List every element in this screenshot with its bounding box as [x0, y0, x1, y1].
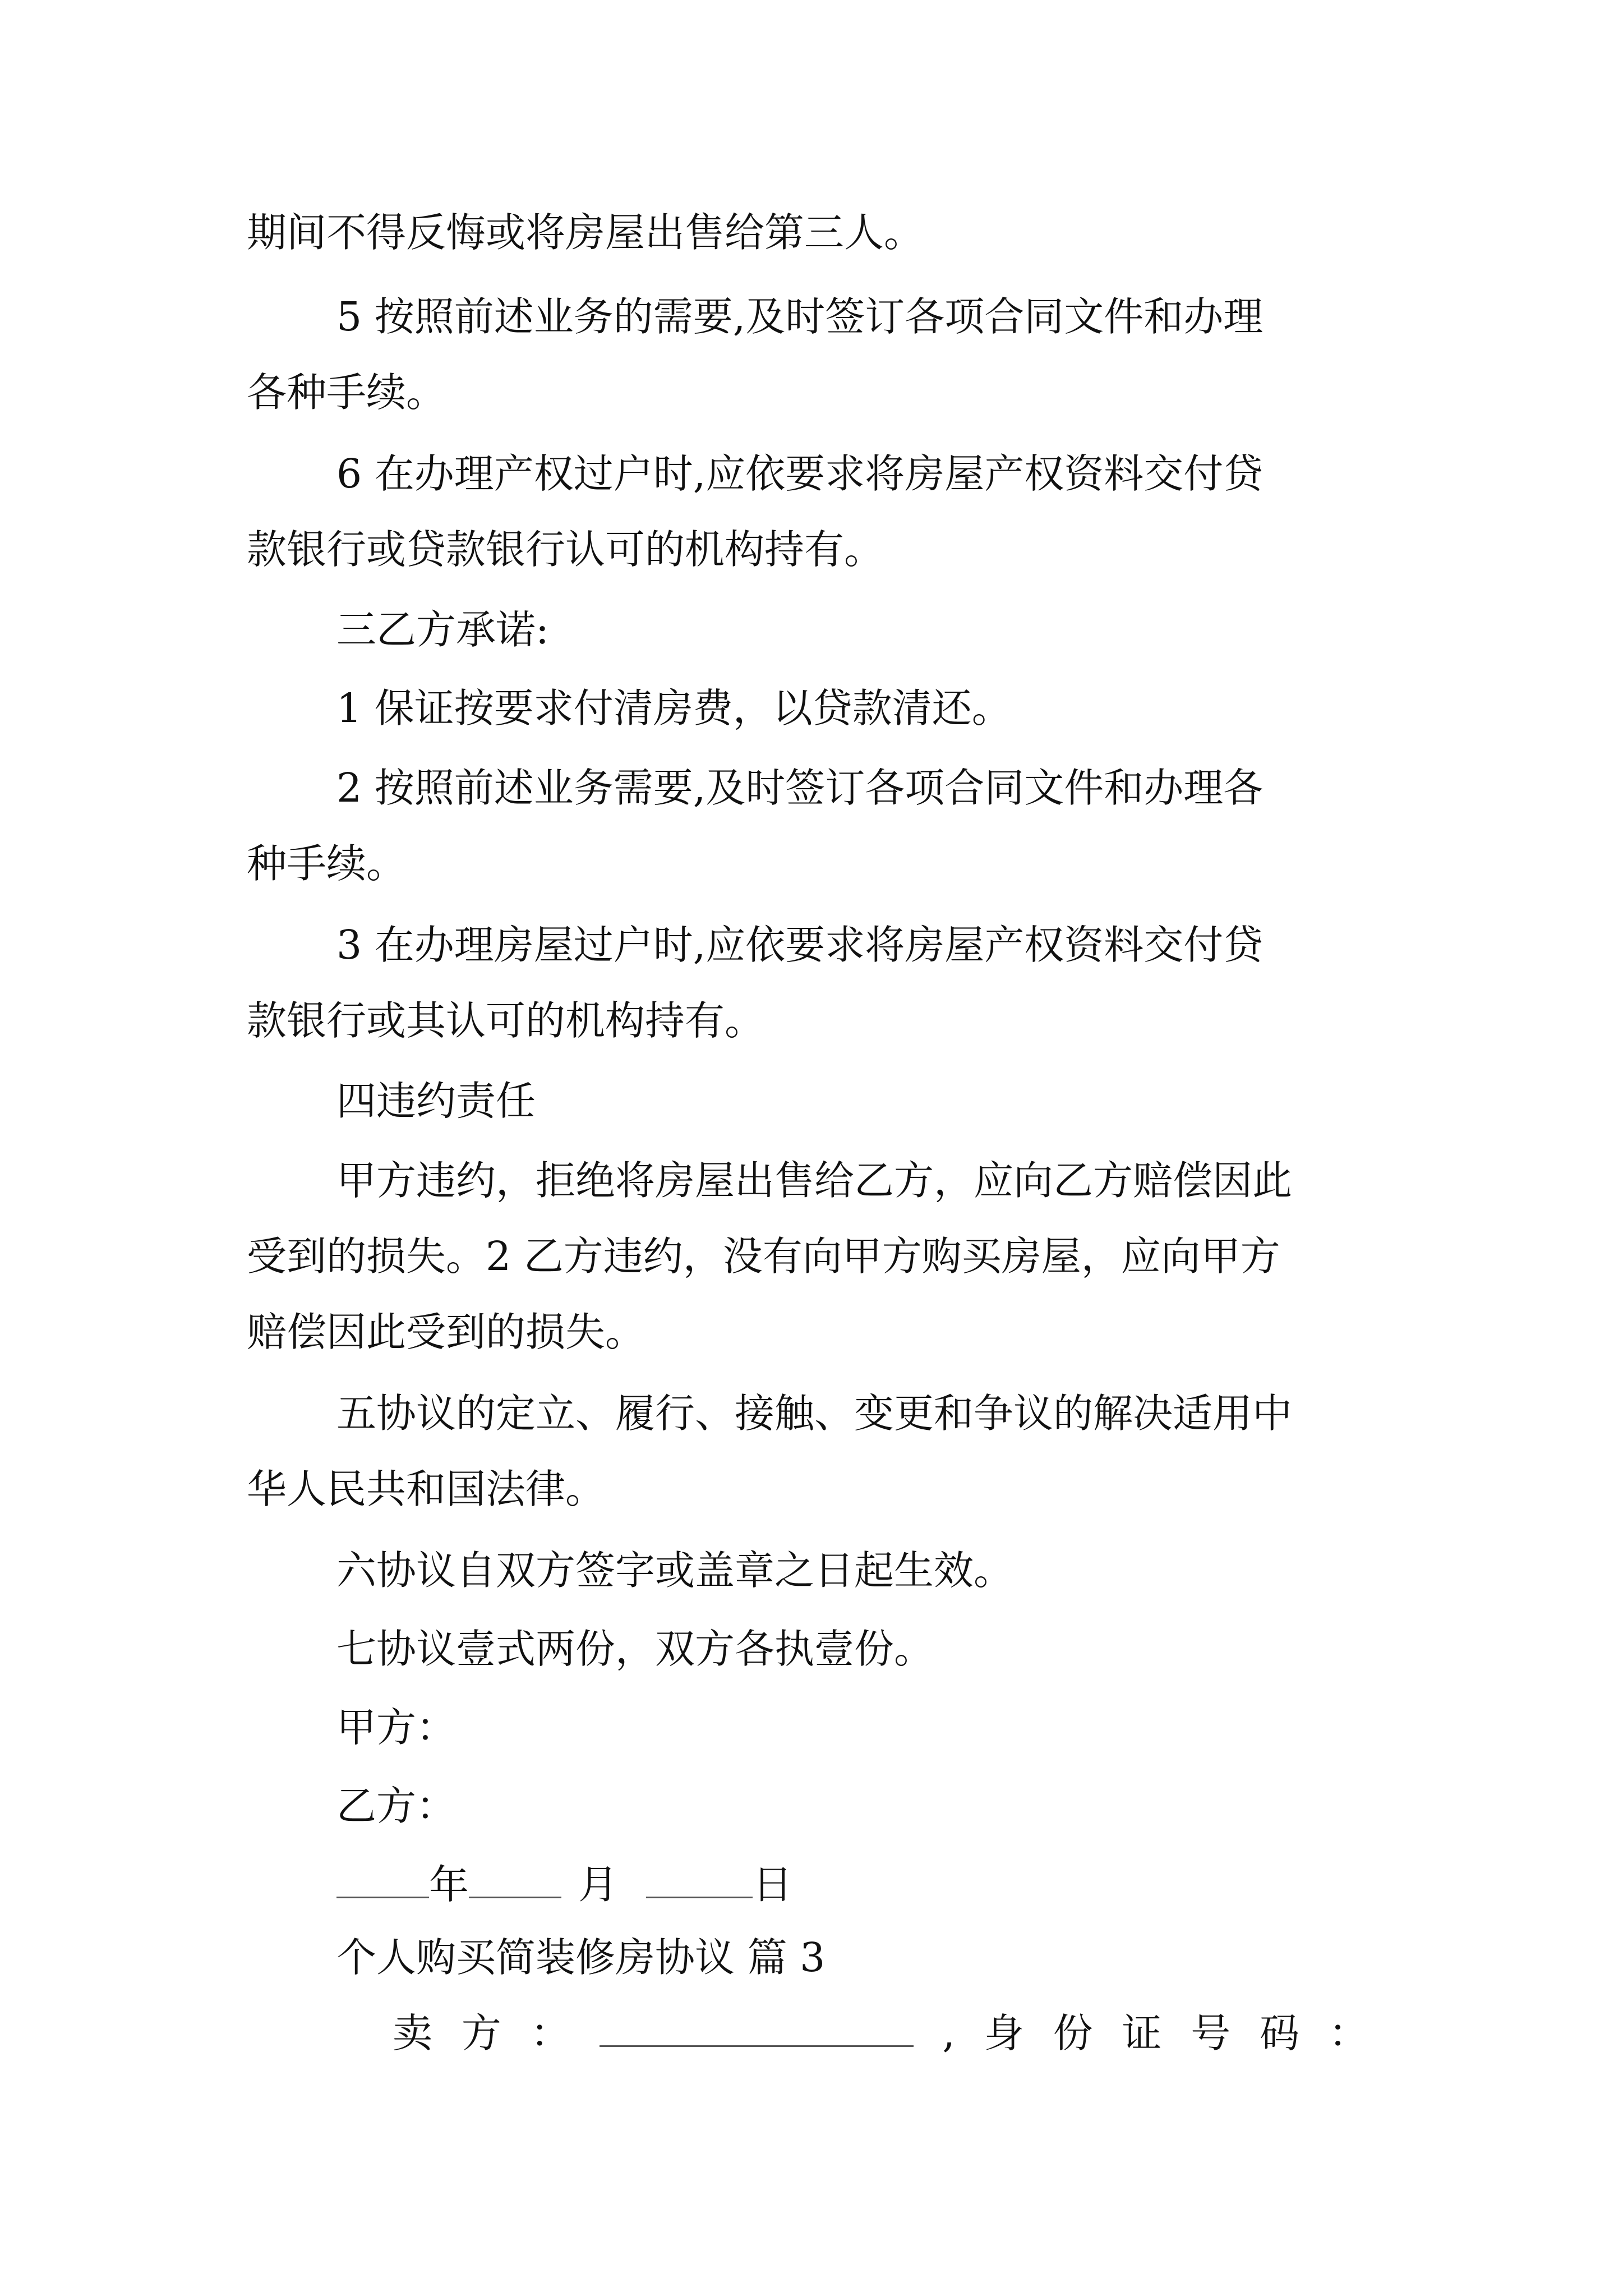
- paragraph-line: 款银行或贷款银行认可的机构持有。: [247, 526, 884, 573]
- seller-label-char: 方: [461, 2010, 501, 2056]
- paragraph-line: 七协议壹式两份，双方各执壹份。: [336, 1626, 934, 1672]
- id-label-char: ：: [1328, 2010, 1368, 2056]
- date-line: [336, 1860, 792, 1910]
- id-label-char: 份: [1053, 2010, 1093, 2056]
- year-label: 年: [429, 1861, 469, 1908]
- paragraph-line: 期间不得反悔或将房屋出售给第三人。: [247, 209, 924, 256]
- paragraph-line: 受到的损失。2 乙方违约，没有向甲方购买房屋，应向甲方: [247, 1233, 1280, 1280]
- paragraph-line: 赔偿因此受到的损失。: [247, 1309, 645, 1355]
- id-label-char: 号: [1191, 2010, 1231, 2056]
- seller-comma: ,: [942, 2010, 955, 2056]
- paragraph-line: 款银行或其认可的机构持有。: [247, 997, 765, 1044]
- paragraph-line: 华人民共和国法律。: [247, 1466, 606, 1512]
- section-heading: 四违约责任: [336, 1078, 536, 1124]
- section-heading: 三乙方承诺:: [336, 606, 549, 653]
- paragraph-line: 6 在办理产权过户时,应依要求将房屋产权资料交付贷: [336, 450, 1264, 497]
- seller-line: [393, 2008, 1368, 2059]
- paragraph-line: 六协议自双方签字或盖章之日起生效。: [336, 1547, 1014, 1594]
- party-a-signature-label: 甲方：: [336, 1704, 457, 1751]
- day-label: 日: [753, 1861, 793, 1908]
- paragraph-line: 甲方违约，拒绝将房屋出售给乙方，应向乙方赔偿因此: [336, 1157, 1293, 1204]
- month-label: 月: [578, 1861, 619, 1908]
- year-blank: [336, 1863, 429, 1898]
- seller-label-char: 卖: [393, 2010, 433, 2056]
- seller-label-char: ：: [530, 2010, 570, 2056]
- paragraph-line: 1 保证按要求付清房费，以贷款清还。: [336, 685, 1012, 731]
- paragraph-line: 种手续。: [247, 840, 407, 887]
- paragraph-line: 五协议的定立、履行、接触、变更和争议的解决适用中: [336, 1390, 1293, 1437]
- day-blank: [646, 1863, 753, 1898]
- id-label-char: 证: [1122, 2010, 1162, 2056]
- id-label-char: 身: [984, 2010, 1024, 2056]
- paragraph-line: 各种手续。: [247, 369, 446, 416]
- party-b-signature-label: 乙方：: [336, 1783, 457, 1829]
- section-title: 个人购买简装修房协议 篇 3: [336, 1934, 826, 1981]
- paragraph-line: 2 按照前述业务需要,及时签订各项合同文件和办理各: [336, 765, 1264, 811]
- month-blank: [469, 1863, 561, 1898]
- paragraph-line: 5 按照前述业务的需要,及时签订各项合同文件和办理: [336, 293, 1264, 340]
- seller-name-blank: [600, 2012, 914, 2047]
- paragraph-line: 3 在办理房屋过户时,应依要求将房屋产权资料交付贷: [336, 922, 1264, 968]
- id-label-char: 码: [1260, 2010, 1300, 2056]
